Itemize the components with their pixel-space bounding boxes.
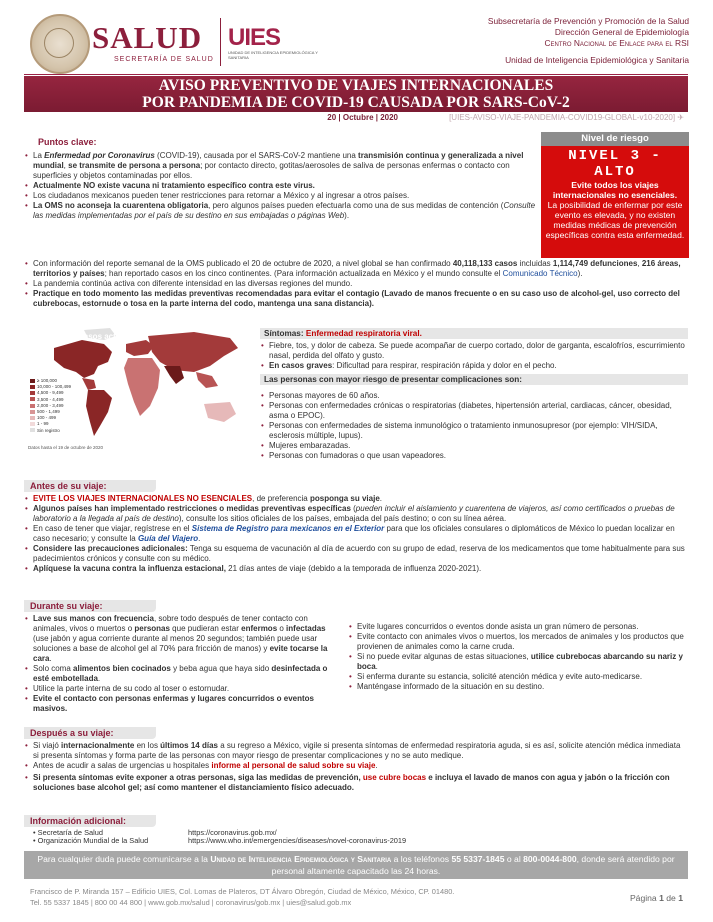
map-legend xyxy=(30,378,71,434)
key-point: • Los ciudadanos mexicanos pueden tener restricciones para retornar a México y al ingresar a otros países. xyxy=(24,191,536,201)
risk-group-item: • Personas con enfermedades crónicas o respiratorias (diabetes, hipertensión arterial, cardiacas, cáncer, obesidad, asma o EPOC). xyxy=(260,401,688,421)
after-item: • Si viajó internacionalmente en los últimos 14 días a su regreso a México, vigile si presenta síntomas de enfermedad respiratoria aguda, si es así, solicite atención médica inmediata si presenta síntomas y forma parte de las personas con mayor riesgo de presentar complicaciones y no se auto medique. xyxy=(24,741,688,761)
guia-viajero-link[interactable]: Guía del Viajero xyxy=(137,534,199,543)
key-point: • Actualmente NO existe vacuna ni tratamiento específico contra este virus. xyxy=(24,181,536,191)
legend-item: 100 - 499 xyxy=(30,415,71,421)
before-item: • Considere las precauciones adicionales: Tenga su esquema de vacunación al día de acuerdo con su grupo de edad, reserva de los medicamentos que tome habitualmente para sus padecimientos crónicos y consulte con su médico. xyxy=(24,544,688,564)
risk-group-item: • Personas con fumadoras o que usan vapeadores. xyxy=(260,451,688,461)
header-logos xyxy=(24,12,424,74)
agency-line: Unidad de Inteligencia Epidemiológica y Sanitaria xyxy=(505,55,689,65)
additional-info-title: Información adicional: xyxy=(24,815,156,827)
risk-level-header: Nivel de riesgo xyxy=(541,132,689,146)
uies-logo-caption: UNIDAD DE INTELIGENCIA EPIDEMIOLÓGICA Y SANITARIA xyxy=(228,50,318,60)
legend-item: 1 - 99 xyxy=(30,421,71,427)
symptom-item: • En casos graves: Dificultad para respirar, respiración rápida y dolor en el pecho. xyxy=(260,361,688,371)
info-row: • Secretaría de Salud https://coronavirus.gob.mx/ xyxy=(33,828,277,837)
risk-level-body xyxy=(541,146,689,258)
footer xyxy=(30,886,454,908)
risk-group-item: • Mujeres embarazadas. xyxy=(260,441,688,451)
info-link[interactable]: https://www.who.int/emergencies/diseases/novel-coronavirus-2019 xyxy=(188,836,407,845)
during-item: • Lave sus manos con frecuencia, sobre todo después de tener contacto con animales, vivos o muertos o personas que pudieran estar enfermos o infectadas (use jabón y agua corriente durante al menos 20 segundos; también puede usar soluciones a base de alcohol gel al 70% para fricción de manos) y evite tocarse la cara. xyxy=(24,614,340,664)
during-item: • Evite lugares concurridos o eventos donde asista un gran número de personas. xyxy=(348,622,688,632)
key-points-title: Puntos clave: xyxy=(38,137,97,147)
logo-divider xyxy=(220,18,221,66)
key-point: • La OMS no aconseja la cuarentena obligatoria, pero algunos países pueden efectuarla como una de sus medidas de contención (Consulte las medidas implementadas por el país de su destino en sus embajadas o páginas Web). xyxy=(24,201,536,221)
key-point: • Practique en todo momento las medidas preventivas recomendadas para evitar el contagio (Lavado de manos frecuente o en su caso uso de alcohol-gel, uso correcto del cubrebocas, estornude o tosa en la parte interna del codo, mantenga una sana distancia). xyxy=(24,289,688,309)
before-item: • EVITE LOS VIAJES INTERNACIONALES NO ESENCIALES, de preferencia posponga su viaje. xyxy=(24,494,688,504)
footer-address: Francisco de P. Miranda 157 – Edificio UIES, Col. Lomas de Plateros, DT Álvaro Obregón, Ciudad de México, México, CP. 01480. xyxy=(30,887,455,896)
map-source: Datos hasta el 19 de octubre de 2020 xyxy=(28,445,104,450)
symptoms-header: Síntomas: Enfermedad respiratoria viral. xyxy=(260,328,688,339)
subtitle-row xyxy=(24,113,688,125)
before-item: • Algunos países han implementado restricciones o medidas preventivas específicas (pueden incluir el aislamiento y cuarentena de viajeros, así como certificados o pruebas de laboratorio a la llegada al país de destino), consulte los sitios oficiales de los países, embajada del país destino; o con su línea aérea. xyxy=(24,504,688,524)
risk-group-item: • Personas con enfermedades de sistema inmunológico o tratamiento inmunosupresor (por ejemplo: VIH/SIDA, esclerosis múltiple, lupus). xyxy=(260,421,688,441)
symptom-item: • Fiebre, tos, y dolor de cabeza. Se puede acompañar de cuerpo cortado, dolor de garganta, escalofríos, escurrimiento nasal, perdida del olfato y gusto. xyxy=(260,341,688,361)
uies-logo-mark: UIES xyxy=(228,24,281,51)
key-point: • La pandemia continúa activa con diferente intensidad en las diversas regiones del mundo. xyxy=(24,279,688,289)
issue-date: 20 | Octubre | 2020 xyxy=(327,113,398,122)
page-number: Página 1 de 1 xyxy=(629,893,683,903)
uies-logo xyxy=(228,26,318,68)
map-title: Casos activos xyxy=(78,332,132,341)
key-points-top xyxy=(24,151,536,221)
key-points-bottom xyxy=(24,259,688,309)
risk-groups-header: Las personas con mayor riesgo de presentar complicaciones son: xyxy=(260,374,688,385)
risk-level-note: Evite todos los viajes internacionales no esenciales. xyxy=(552,180,678,200)
before-trip-title: Antes de su viaje: xyxy=(24,480,156,492)
during-trip-left xyxy=(24,614,340,714)
during-item: • Manténgase informado de la situación en su destino. xyxy=(348,682,688,692)
symptoms-box xyxy=(260,328,688,461)
legend-item: 3,500 - 4,499 xyxy=(30,397,71,403)
legend-item: 10,000 - 100,499 xyxy=(30,384,71,390)
info-row: • Organización Mundial de la Salud https://www.who.int/emergencies/diseases/novel-coronavirus-2019 xyxy=(33,836,407,845)
before-trip-list xyxy=(24,494,688,574)
after-trip-title: Después a su viaje: xyxy=(24,727,156,739)
risk-level-value: NIVEL 3 - ALTO xyxy=(568,148,662,180)
title-band xyxy=(24,76,688,112)
legend-item: Sin registro xyxy=(30,428,71,434)
before-item: • En caso de tener que viajar, regístrese en el Sistema de Registro para mexicanos en el Exterior para que los oficiales consulares o diplomáticos de México lo puedan localizar en caso necesario; y consulte la Guía del Viajero. xyxy=(24,524,688,544)
key-point: • La Enfermedad por Coronavirus (COVID-19), causada por el SARS-CoV-2 mantiene una transmisión continua y generalizada a nivel mundial, se transmite de persona a persona; por contacto directo, gotitas/aerosoles de saliva de personas enfermas o contacto con superficies y objetos contaminadas por ellos. xyxy=(24,151,536,181)
national-emblem-icon xyxy=(30,14,90,74)
header-rule xyxy=(24,74,688,75)
legend-item: ≥ 100,000 xyxy=(30,378,71,384)
info-link[interactable]: https://coronavirus.gob.mx/ xyxy=(188,828,277,837)
key-point: • Con información del reporte semanal de la OMS publicado el 20 de octubre de 2020, a nivel global se han confirmado 40,118,133 casos incluidas 1,114,749 defunciones, 216 áreas, territorios y países; han reportado casos en los cinco continentes. (Para información actualizada en México y el mundo consulte el Comunicado Técnico). xyxy=(24,259,688,279)
during-item: • Utilice la parte interna de su codo al toser o estornudar. xyxy=(24,684,340,694)
title-line-1: AVISO PREVENTIVO DE VIAJES INTERNACIONALES xyxy=(158,77,554,94)
additional-info-list xyxy=(24,829,688,845)
risk-level-description: La posibilidad de enfermar por este evento es elevada, y no existen medidas médicas de prevención específicas contra esta enfermedad. xyxy=(545,200,685,240)
after-trip-list xyxy=(24,741,688,793)
active-cases-map xyxy=(24,326,256,456)
during-item: • Evite contacto con animales vivos o muertos, los mercados de animales y los productos que provienen de animales como la carne cruda. xyxy=(348,632,688,652)
during-item: • Si no puede evitar algunas de estas situaciones, utilice cubrebocas abarcando su nariz y boca. xyxy=(348,652,688,672)
during-trip-title: Durante su viaje: xyxy=(24,600,156,612)
title-line-2: POR PANDEMIA DE COVID-19 CAUSADA POR SARS-CoV-2 xyxy=(142,94,570,111)
agency-line: Centro Nacional de Enlace para el RSI xyxy=(544,38,689,48)
contact-band: Para cualquier duda puede comunicarse a la Unidad de Inteligencia Epidemiológica y Sanitaria a los teléfonos 55 5337-1845 o al 800-0044-800, donde será atendido por personal altamente capacitado las 24 horas. xyxy=(24,851,688,879)
risk-level-box xyxy=(541,132,689,258)
during-item: • Si enferma durante su estancia, solicité atención médica y evite auto-medicarse. xyxy=(348,672,688,682)
legend-item: 4,500 - 9,499 xyxy=(30,390,71,396)
after-item: • Si presenta síntomas evite exponer a otras personas, siga las medidas de prevención, use cubre bocas e incluya el lavado de manos con agua y jabón o la fricción con soluciones base alcohol gel; así como mantener el distanciamiento físico adecuado. xyxy=(24,773,688,793)
salud-logo-subtitle: SECRETARÍA DE SALUD xyxy=(114,56,214,63)
during-trip-right xyxy=(348,622,688,692)
risk-group-item: • Personas mayores de 60 años. xyxy=(260,391,688,401)
sre-registry-link[interactable]: Sistema de Registro para mexicanos en el Exterior xyxy=(191,524,385,533)
during-item: • Solo coma alimentos bien cocinados y beba agua que haya sido desinfectada o esté embotellada. xyxy=(24,664,340,684)
comunicado-tecnico-link[interactable]: Comunicado Técnico xyxy=(502,269,578,278)
during-item: • Evite el contacto con personas enfermas y lugares concurridos o eventos masivos. xyxy=(24,694,340,714)
before-item: • Aplíquese la vacuna contra la influenza estacional, 21 días antes de viaje (debido a la temporada de influenza 2020-2021). xyxy=(24,564,688,574)
footer-contacts: Tel. 55 5337 1845 | 800 00 44 800 | www.gob.mx/salud | coronavirus/gob.mx | uies@salud.gob.mx xyxy=(30,898,352,907)
after-item: • Antes de acudir a salas de urgencias u hospitales informe al personal de salud sobre su viaje. xyxy=(24,761,688,771)
header-agency-block xyxy=(488,16,689,66)
agency-line: Dirección General de Epidemiología xyxy=(554,27,689,37)
legend-item: 2,000 - 3,499 xyxy=(30,403,71,409)
legend-item: 500 - 1,499 xyxy=(30,409,71,415)
salud-logo: SALUD xyxy=(92,20,203,55)
document-code: [UIES-AVISO-VIAJE-PANDEMIA-COVID19-GLOBAL-v10-2020] ✈ xyxy=(449,113,684,122)
agency-line: Subsecretaría de Prevención y Promoción de la Salud xyxy=(487,16,689,26)
